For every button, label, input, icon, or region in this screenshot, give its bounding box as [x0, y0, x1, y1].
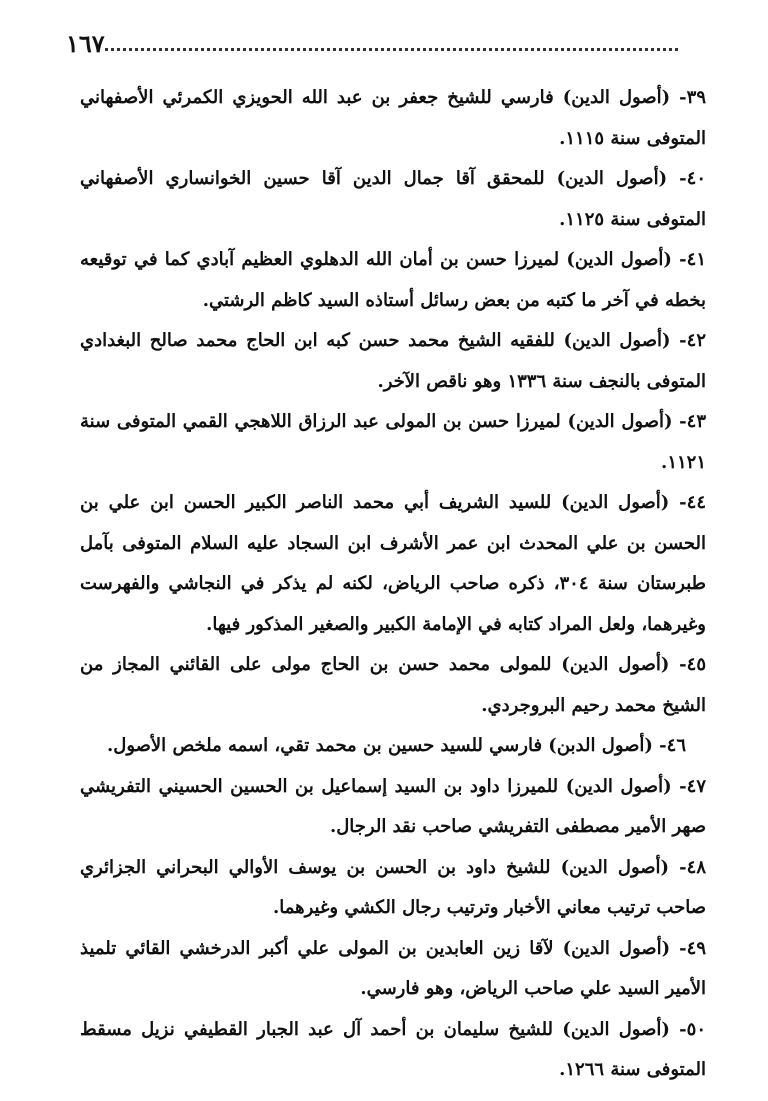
- entry-42: ٤٢- (أصول الدين) للفقيه الشيخ محمد حسن كبه ابن الحاج محمد صالح البغدادي المتوفى بالنجف سنة ١٣٣٦ وهو ناقص الآخر.: [80, 330, 706, 392]
- entry-44: ٤٤- (أصول الدين) للسيد الشريف أبي محمد الناصر الكبير الحسن ابن علي بن الحسن بن علي المحدث ابن عمر الأشرف ابن السجاد عليه السلام المتوفى بآمل طبرستان سنة ٣٠٤، ذكره صاحب الرياض، لكنه لم يذكر في النجاشي والفهرست وغيرهما، ولعل المراد كتابه في الإمامة الكبير والصغير المذكور فيها.: [80, 492, 706, 635]
- entry-45: ٤٥- (أصول الدين) للمولى محمد حسن بن الحاج مولى على القائني المجاز من الشيخ محمد رحيم البروجردي.: [80, 654, 706, 716]
- page-number: ١٦٧: [66, 29, 105, 58]
- entry-47: ٤٧- (أصول الدين) للميرزا داود بن السيد إسماعيل بن الحسين الحسيني التفريشي صهر الأمير مصطفى التفريشي صاحب نقد الرجال.: [80, 775, 706, 837]
- entry-43: ٤٣- (أصول الدين) لميرزا حسن بن المولى عبد الرزاق اللاهجي القمي المتوفى سنة ١١٢١.: [80, 411, 706, 473]
- entry-46: ٤٦- (أصول الدبن) فارسي للسيد حسين بن محمد تقي، اسمه ملخص الأصول.: [106, 735, 686, 756]
- entry-50: ٥٠- (أصول الدين) للشيخ سليمان بن أحمد آل عبد الجبار القطيفي نزيل مسقط المتوفى سنة ١٢٦٦.: [80, 1018, 706, 1080]
- entries-list: [80, 78, 706, 1091]
- dotted-leader-divider: [105, 48, 678, 51]
- page-header: [66, 26, 688, 58]
- entry-41: ٤١- (أصول الدين) لميرزا حسن بن أمان الله الدهلوي العظيم آبادي كما في توقيعه بخطه في آخر ما كتبه من بعض رسائل أستاذه السيد كاظم الرشتي.: [80, 249, 706, 311]
- entry-49: ٤٩- (أصول الدين) لآقا زين العابدين بن المولى علي أكبر الدرخشي القائي تلميذ الأمير السيد علي صاحب الرياض، وهو فارسي.: [80, 937, 706, 999]
- entry-48: ٤٨- (أصول الدين) للشيخ داود بن الحسن بن يوسف الأوالي البحراني الجزائري صاحب ترتيب معاني الأخبار وترتيب رجال الكشي وغيرهما.: [80, 856, 707, 918]
- entry-39: ٣٩- (أصول الدين) فارسي للشيخ جعفر بن عبد الله الحويزي الكمرئي الأصفهاني المتوفى سنة ١١١٥.: [80, 87, 706, 149]
- entry-40: ٤٠- (أصول الدين) للمحقق آقا جمال الدين آقا حسين الخوانساري الأصفهاني المتوفى سنة ١١٢٥.: [80, 168, 706, 230]
